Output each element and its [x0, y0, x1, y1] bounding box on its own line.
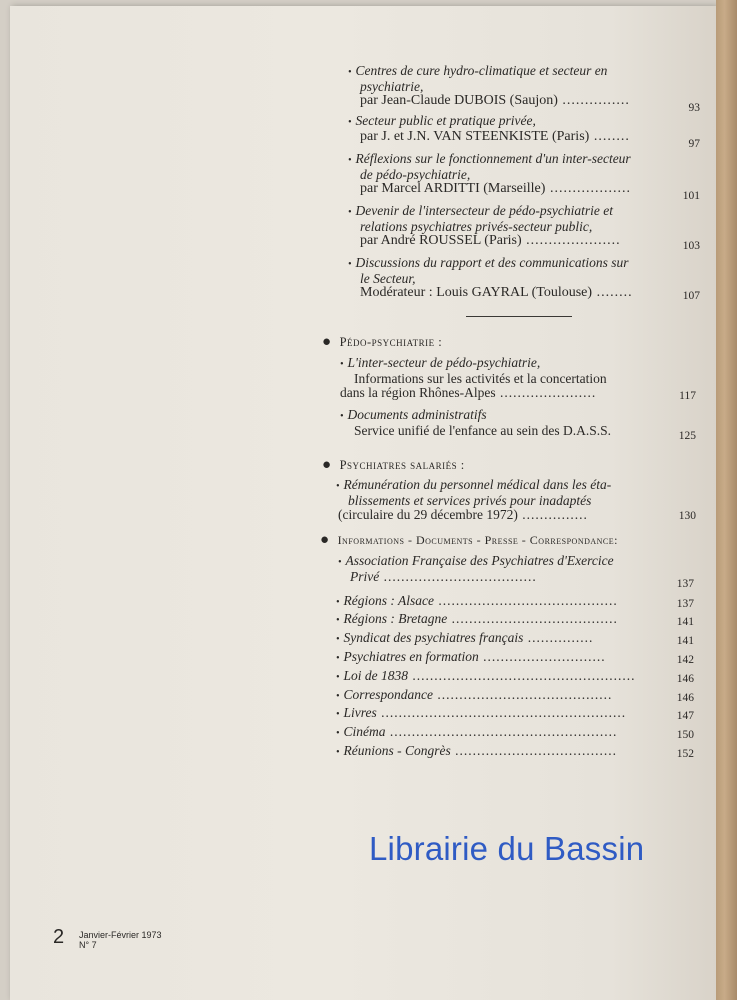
entry-title: Correspondance — [343, 687, 434, 702]
entry-title: Réflexions sur le fonctionnement d'un inter-secteur — [355, 151, 631, 166]
entry-title: Loi de 1838 — [343, 668, 409, 683]
entry-title: Livres — [343, 705, 377, 720]
toc-entry: • Rémunération du personnel médical dans les éta- blissements et services privés pour inadaptés (circulaire du 29 décembre 1972) ............... — [336, 478, 676, 522]
toc-entry: • Livres ........................................................ — [336, 705, 627, 720]
toc-entry: • Régions : Bretagne ...................................... — [336, 611, 618, 626]
entry-page-number: 142 — [676, 654, 694, 666]
issue-info — [79, 930, 162, 950]
entry-title: L'inter-secteur de pédo-psychiatrie, — [347, 355, 541, 370]
entry-text: blissements et services privés pour inadaptés — [348, 493, 592, 508]
entry-title: Association Française des Psychiatres d'Exercice — [345, 553, 614, 568]
toc-entry: • Régions : Alsace ......................................... — [336, 593, 618, 608]
entry-title: Régions : Bretagne — [343, 611, 448, 626]
bullet-icon: • — [336, 691, 340, 702]
entry-page-number: 137 — [676, 578, 694, 590]
entry-author: par J. et J.N. VAN STEENKISTE (Paris) — [360, 129, 590, 144]
entry-page-number: 125 — [678, 430, 696, 442]
bullet-icon: • — [336, 672, 340, 683]
bullet-icon: • — [336, 653, 340, 664]
bullet-icon: • — [348, 117, 352, 128]
bullet-icon: • — [336, 615, 340, 626]
entry-text: (circulaire du 29 décembre 1972) — [338, 507, 518, 522]
toc-entry: • Correspondance ........................................ — [336, 687, 613, 702]
bullet-icon: • — [340, 359, 344, 370]
entry-title-cont: Privé — [350, 569, 380, 584]
entry-page-number: 141 — [676, 635, 694, 647]
entry-title-cont: relations psychiatres privés-secteur public, — [360, 219, 593, 234]
issue-number: N° 7 — [79, 940, 97, 950]
entry-page-number: 152 — [676, 748, 694, 760]
bullet-icon: • — [348, 155, 352, 166]
bullet-icon: • — [336, 634, 340, 645]
entry-title-cont: psychiatrie, — [360, 79, 424, 94]
toc-entry — [340, 408, 680, 438]
bullet-icon: • — [336, 597, 340, 608]
entry-title-cont: de pédo-psychiatrie, — [360, 167, 471, 182]
entry-page-number: 147 — [676, 710, 694, 722]
entry-text: Rémunération du personnel médical dans les éta- — [343, 477, 612, 492]
section-heading: ● Informations - Documents - Presse - Correspondance: — [320, 532, 618, 548]
entry-page-number: 107 — [682, 290, 700, 302]
bullet-icon: • — [348, 259, 352, 270]
entry-page-number: 117 — [679, 390, 696, 402]
bullet-icon: • — [336, 728, 340, 739]
toc-entry: • Loi de 1838 ................................................... — [336, 668, 636, 683]
entry-author: par André ROUSSEL (Paris) — [360, 233, 522, 248]
bullet-icon: ● — [322, 457, 332, 473]
toc-entry: • Réunions - Congrès ..................................... — [336, 743, 618, 758]
bullet-icon: • — [348, 67, 352, 78]
bullet-icon: • — [338, 557, 342, 568]
entry-author: par Marcel ARDITTI (Marseille) — [360, 181, 546, 196]
entry-title: Devenir de l'intersecteur de pédo-psychiatrie et — [355, 203, 613, 218]
entry-text: dans la région Rhônes-Alpes — [340, 385, 496, 400]
toc-entry: • Devenir de l'intersecteur de pédo-psychiatrie et relations psychiatres privés-secteur public, par André ROUSSEL (Paris) ..................... — [348, 204, 678, 248]
bullet-icon: • — [336, 747, 340, 758]
watermark-text: Librairie du Bassin — [369, 830, 645, 867]
entry-page-number: 150 — [676, 729, 694, 741]
page-number: 2 — [53, 926, 65, 948]
entry-title: Documents administratifs — [347, 407, 487, 422]
entry-page-number: 137 — [676, 598, 694, 610]
entry-page-number: 146 — [676, 692, 694, 704]
entry-author: Modérateur : Louis GAYRAL (Toulouse) — [360, 285, 593, 300]
bullet-icon: • — [348, 207, 352, 218]
entry-title: Discussions du rapport et des communications sur — [355, 255, 629, 270]
entry-title-cont: le Secteur, — [360, 271, 416, 286]
toc-entry: • Association Française des Psychiatres d'Exercice Privé ................................... — [338, 553, 614, 584]
entry-page-number: 130 — [678, 510, 696, 522]
entry-page-number: 97 — [688, 138, 700, 150]
entry-text: Informations sur les activités et la concertation — [354, 371, 607, 386]
entry-page-number: 103 — [682, 240, 700, 252]
entry-page-number: 146 — [676, 673, 694, 685]
toc-entry: • Centres de cure hydro-climatique et secteur en psychiatrie, par Jean-Claude DUBOIS (Saujon) ............... — [348, 64, 678, 108]
section-divider — [466, 316, 572, 317]
entry-title: Cinéma — [343, 724, 386, 739]
toc-entry: • Réflexions sur le fonctionnement d'un inter-secteur de pédo-psychiatrie, par Marcel ARDITTI (Marseille) .................. — [348, 152, 678, 196]
entry-page-number: 93 — [688, 102, 700, 114]
toc-entry: • Syndicat des psychiatres français ............... — [336, 630, 594, 645]
toc-entry: • Discussions du rapport et des communications sur le Secteur, Modérateur : Louis GAYRAL (Toulouse) ........ — [348, 256, 678, 300]
entry-page-number: 101 — [682, 190, 700, 202]
entry-title: Centres de cure hydro-climatique et secteur en — [355, 63, 608, 78]
bullet-icon: • — [336, 481, 340, 492]
section-heading: ● Psychiatres salariés : — [322, 457, 465, 473]
entry-text: Service unifié de l'enfance au sein des D.A.S.S. — [354, 423, 611, 438]
bullet-icon: ● — [322, 334, 332, 350]
issue-date: Janvier-Février 1973 — [79, 930, 162, 940]
toc-entry: • L'inter-secteur de pédo-psychiatrie, Informations sur les activités et la concertation dans la région Rhônes-Alpes ...................... — [340, 356, 680, 400]
toc-entry: • Cinéma .................................................... — [336, 724, 618, 739]
toc-entry: • Psychiatres en formation ............................ — [336, 649, 606, 664]
bullet-icon: • — [336, 709, 340, 720]
entry-title: Syndicat des psychiatres français — [343, 630, 524, 645]
entry-title: Réunions - Congrès — [343, 743, 451, 758]
entry-author: par Jean-Claude DUBOIS (Saujon) — [360, 93, 558, 108]
bullet-icon: • — [340, 411, 344, 422]
entry-title: Régions : Alsace — [343, 593, 434, 608]
entry-title: Secteur public et pratique privée, — [355, 113, 536, 128]
bullet-icon: ● — [320, 532, 330, 548]
section-heading: ● Pédo-psychiatrie : — [322, 334, 443, 350]
entry-title: Psychiatres en formation — [343, 649, 479, 664]
toc-entry: • Secteur public et pratique privée, par J. et J.N. VAN STEENKISTE (Paris) ........ — [348, 113, 630, 144]
entry-page-number: 141 — [676, 616, 694, 628]
